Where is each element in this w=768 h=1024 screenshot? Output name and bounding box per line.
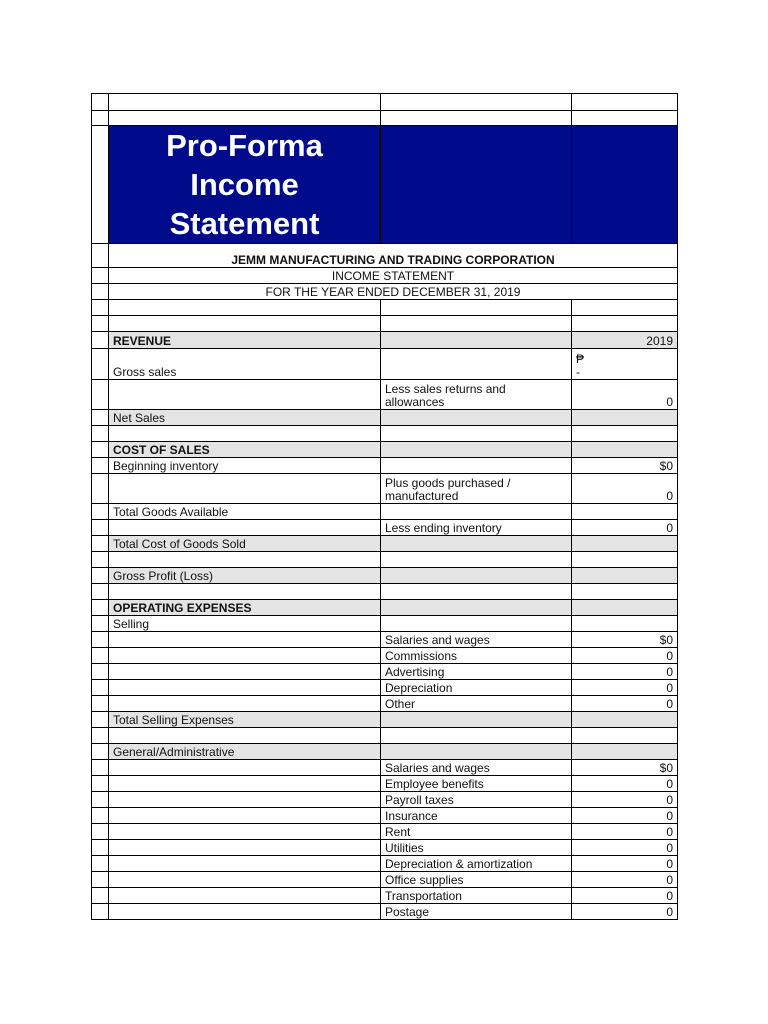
gross-profit-row — [92, 568, 678, 584]
grid-cell — [572, 744, 678, 760]
grid-cell — [381, 332, 572, 349]
grid-cell — [109, 316, 381, 332]
grid-cell — [109, 728, 381, 744]
grid-cell — [92, 808, 109, 824]
grid-cell — [109, 380, 381, 410]
grid-cell — [381, 712, 572, 728]
grid-cell — [381, 600, 572, 616]
grid-cell — [572, 600, 678, 616]
grid-cell — [572, 584, 678, 600]
grid-cell — [381, 744, 572, 760]
grid-cell — [92, 568, 109, 584]
expense-label: Insurance — [381, 808, 572, 824]
grid-cell — [92, 426, 109, 442]
year-header: 2019 — [572, 332, 678, 349]
grid-cell — [109, 300, 381, 316]
grid-cell — [92, 744, 109, 760]
grid-cell — [92, 600, 109, 616]
company-row — [92, 244, 678, 268]
expense-value: 0 — [572, 696, 678, 712]
net-sales-row — [92, 410, 678, 426]
expense-value: 0 — [572, 904, 678, 920]
expense-label: Rent — [381, 824, 572, 840]
expense-row — [92, 856, 678, 872]
grid-cell — [92, 792, 109, 808]
expense-label: Payroll taxes — [381, 792, 572, 808]
expense-row — [92, 808, 678, 824]
grid-cell — [92, 349, 109, 380]
sheet-row — [92, 111, 678, 126]
less-returns-value: 0 — [572, 380, 678, 410]
grid-cell — [572, 536, 678, 552]
grid-cell — [109, 111, 381, 126]
grid-cell — [92, 648, 109, 664]
grid-cell — [109, 776, 381, 792]
gross-sales-row — [92, 349, 678, 380]
grid-cell — [92, 824, 109, 840]
gross-sales-value: - — [576, 365, 580, 379]
sheet-row — [92, 584, 678, 600]
grid-cell — [92, 520, 109, 536]
grid-cell — [92, 536, 109, 552]
grid-cell — [109, 94, 381, 111]
grid-cell — [92, 712, 109, 728]
expense-label: Depreciation & amortization — [381, 856, 572, 872]
grid-cell — [109, 888, 381, 904]
operating-expenses-heading: OPERATING EXPENSES — [109, 600, 381, 616]
grid-cell — [92, 776, 109, 792]
expense-row — [92, 664, 678, 680]
grid-cell — [572, 111, 678, 126]
statement-name: INCOME STATEMENT — [109, 268, 678, 284]
grid-cell — [572, 504, 678, 520]
expense-row — [92, 824, 678, 840]
grid-cell — [92, 504, 109, 520]
expense-row — [92, 680, 678, 696]
grid-cell — [109, 552, 381, 568]
grid-cell — [381, 616, 572, 632]
sheet-row — [92, 94, 678, 111]
grid-cell — [572, 316, 678, 332]
grid-cell — [109, 696, 381, 712]
grid-cell — [109, 664, 381, 680]
grid-cell — [109, 840, 381, 856]
expense-value: 0 — [572, 856, 678, 872]
grid-cell — [109, 792, 381, 808]
grid-cell — [381, 728, 572, 744]
grid-cell — [92, 94, 109, 111]
grid-cell — [381, 426, 572, 442]
grid-cell — [92, 728, 109, 744]
grid-cell — [381, 94, 572, 111]
grid-cell — [109, 760, 381, 776]
expense-row — [92, 792, 678, 808]
title-banner — [109, 126, 381, 244]
expense-label: Transportation — [381, 888, 572, 904]
total-goods-available-label: Total Goods Available — [109, 504, 381, 520]
expense-label: Office supplies — [381, 872, 572, 888]
plus-goods-value: 0 — [572, 474, 678, 504]
expense-row — [92, 888, 678, 904]
grid-cell — [92, 111, 109, 126]
plus-goods-label: Plus goods purchased / manufactured — [381, 474, 572, 504]
expense-row — [92, 872, 678, 888]
grid-cell — [572, 552, 678, 568]
grid-cell — [381, 349, 572, 380]
expense-value: 0 — [572, 648, 678, 664]
title-row — [92, 126, 678, 244]
total-cogs-row — [92, 536, 678, 552]
expense-value: 0 — [572, 776, 678, 792]
expense-row — [92, 696, 678, 712]
grid-cell — [381, 568, 572, 584]
grid-cell — [381, 504, 572, 520]
sheet-row — [92, 300, 678, 316]
grid-cell — [92, 442, 109, 458]
grid-cell — [92, 126, 109, 244]
grid-cell — [92, 856, 109, 872]
sheet-row — [92, 316, 678, 332]
grid-cell — [92, 410, 109, 426]
gross-sales-label: Gross sales — [109, 349, 381, 380]
grid-cell — [92, 680, 109, 696]
cost-of-sales-heading-row — [92, 442, 678, 458]
grid-cell — [109, 824, 381, 840]
expense-value: 0 — [572, 840, 678, 856]
grid-cell — [109, 904, 381, 920]
grid-cell — [381, 458, 572, 474]
total-selling-label: Total Selling Expenses — [109, 712, 381, 728]
sheet-row — [92, 552, 678, 568]
statement-period: FOR THE YEAR ENDED DECEMBER 31, 2019 — [109, 284, 678, 300]
gross-profit-label: Gross Profit (Loss) — [109, 568, 381, 584]
grid-cell — [92, 244, 109, 268]
grid-cell — [92, 332, 109, 349]
grid-cell — [109, 474, 381, 504]
grid-cell — [381, 316, 572, 332]
grid-cell — [92, 584, 109, 600]
expense-label: Salaries and wages — [381, 632, 572, 648]
grid-cell — [92, 474, 109, 504]
expense-value: $0 — [572, 760, 678, 776]
grid-cell — [572, 616, 678, 632]
expense-value: 0 — [572, 872, 678, 888]
grid-cell — [572, 300, 678, 316]
expense-value: 0 — [572, 888, 678, 904]
total-goods-available-row — [92, 504, 678, 520]
grid-cell — [92, 696, 109, 712]
income-statement-sheet — [91, 93, 678, 920]
expense-row — [92, 648, 678, 664]
expense-row — [92, 760, 678, 776]
grid-cell — [92, 872, 109, 888]
general-admin-row — [92, 744, 678, 760]
grid-cell — [572, 94, 678, 111]
gross-sales-value-cell — [572, 349, 678, 380]
beginning-inventory-label: Beginning inventory — [109, 458, 381, 474]
page-title: Pro-Forma Income Statement — [166, 128, 323, 241]
less-returns-row — [92, 380, 678, 410]
grid-cell — [381, 300, 572, 316]
expense-value: 0 — [572, 824, 678, 840]
grid-cell — [92, 284, 109, 300]
grid-cell — [109, 632, 381, 648]
cost-of-sales-heading: COST OF SALES — [109, 442, 381, 458]
expense-label: Utilities — [381, 840, 572, 856]
grid-cell — [92, 458, 109, 474]
grid-cell — [92, 300, 109, 316]
company-name: JEMM MANUFACTURING AND TRADING CORPORATION — [109, 244, 678, 268]
expense-value: 0 — [572, 680, 678, 696]
grid-cell — [92, 904, 109, 920]
grid-cell — [92, 840, 109, 856]
expense-value: 0 — [572, 664, 678, 680]
grid-cell — [572, 728, 678, 744]
grid-cell — [381, 126, 572, 244]
beginning-inventory-value: $0 — [572, 458, 678, 474]
expense-label: Other — [381, 696, 572, 712]
expense-row — [92, 840, 678, 856]
general-admin-label: General/Administrative — [109, 744, 381, 760]
expense-row — [92, 632, 678, 648]
revenue-heading: REVENUE — [109, 332, 381, 349]
grid-cell — [572, 410, 678, 426]
grid-cell — [109, 426, 381, 442]
grid-cell — [92, 316, 109, 332]
grid-cell — [109, 680, 381, 696]
expense-value: 0 — [572, 792, 678, 808]
sheet-row — [92, 728, 678, 744]
grid-cell — [92, 552, 109, 568]
net-sales-label: Net Sales — [109, 410, 381, 426]
grid-cell — [381, 536, 572, 552]
grid-cell — [109, 648, 381, 664]
total-cogs-label: Total Cost of Goods Sold — [109, 536, 381, 552]
period-row — [92, 284, 678, 300]
grid-cell — [381, 552, 572, 568]
less-ending-inventory-label: Less ending inventory — [381, 520, 572, 536]
grid-cell — [572, 426, 678, 442]
statement-name-row — [92, 268, 678, 284]
expense-label: Commissions — [381, 648, 572, 664]
grid-cell — [92, 760, 109, 776]
grid-cell — [109, 808, 381, 824]
plus-goods-row — [92, 474, 678, 504]
sheet-row — [92, 426, 678, 442]
grid-cell — [572, 126, 678, 244]
grid-cell — [92, 888, 109, 904]
grid-cell — [572, 568, 678, 584]
expense-label: Salaries and wages — [381, 760, 572, 776]
grid-cell — [109, 584, 381, 600]
grid-cell — [381, 111, 572, 126]
grid-cell — [92, 380, 109, 410]
grid-cell — [381, 442, 572, 458]
expense-row — [92, 776, 678, 792]
revenue-heading-row — [92, 332, 678, 349]
peso-sign: ₱ — [576, 352, 585, 366]
expense-label: Depreciation — [381, 680, 572, 696]
less-returns-label: Less sales returns and allowances — [381, 380, 572, 410]
expense-label: Advertising — [381, 664, 572, 680]
grid-cell — [92, 268, 109, 284]
expense-label: Postage — [381, 904, 572, 920]
grid-cell — [92, 664, 109, 680]
operating-expenses-heading-row — [92, 600, 678, 616]
grid-cell — [109, 872, 381, 888]
less-ending-inventory-row — [92, 520, 678, 536]
selling-row — [92, 616, 678, 632]
grid-cell — [572, 712, 678, 728]
expense-value: 0 — [572, 808, 678, 824]
expense-row — [92, 904, 678, 920]
total-selling-row — [92, 712, 678, 728]
beginning-inventory-row — [92, 458, 678, 474]
grid-cell — [92, 632, 109, 648]
grid-cell — [381, 410, 572, 426]
less-ending-inventory-value: 0 — [572, 520, 678, 536]
expense-value: $0 — [572, 632, 678, 648]
grid-cell — [92, 616, 109, 632]
selling-label: Selling — [109, 616, 381, 632]
grid-cell — [572, 442, 678, 458]
expense-label: Employee benefits — [381, 776, 572, 792]
grid-cell — [109, 856, 381, 872]
grid-cell — [381, 584, 572, 600]
grid-cell — [109, 520, 381, 536]
